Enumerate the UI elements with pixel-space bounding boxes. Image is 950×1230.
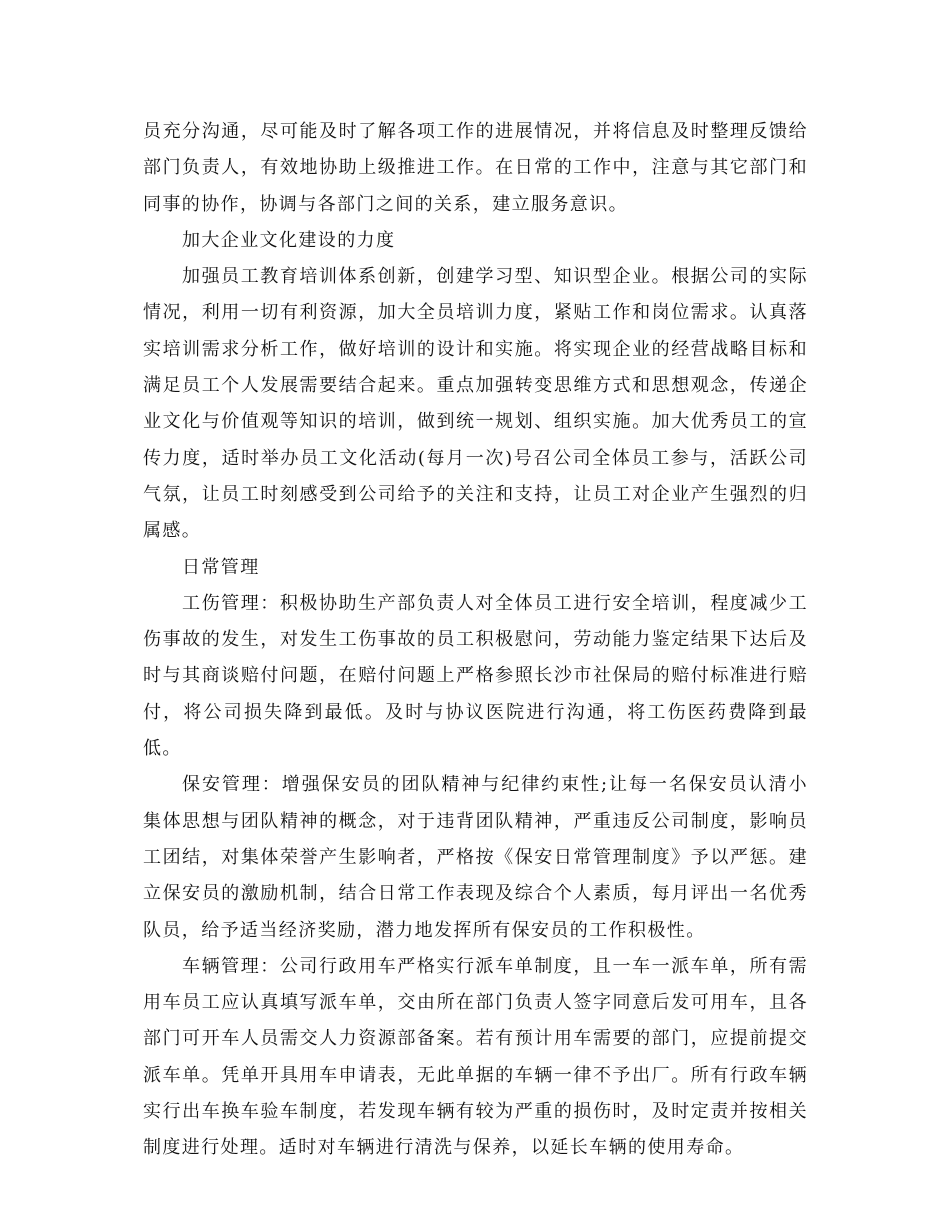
section-heading-daily-management: 日常管理 [182,556,260,578]
paragraph-continuation: 员充分沟通，尽可能及时了解各项工作的进展情况，并将信息及时整理反馈给部门负责人，有效地协助上级推进工作。在日常的工作中，注意与其它部门和同事的协作，协调与各部门之间的关系，建立服务意识。 [143,121,808,215]
paragraph-vehicle-management: 车辆管理：公司行政用车严格实行派车单制度，且一车一派车单，所有需用车员工应认真填写派车单，交由所在部门负责人签字同意后发可用车，且各部门可开车人员需交人力资源部备案。若有预计用车需要的部门，应提前提交派车单。凭单开具用车申请表，无此单据的车辆一律不予出厂。所有行政车辆实行出车换车验车制度，若发现车辆有较为严重的损伤时，及时定责并按相关制度进行处理。适时对车辆进行清洗与保养，以延长车辆的使用寿命。 [143,955,808,1159]
paragraph-work-injury-management: 工伤管理：积极协助生产部负责人对全体员工进行安全培训，程度减少工伤事故的发生，对发生工伤事故的员工积极慰问，劳动能力鉴定结果下达后及时与其商谈赔付问题，在赔付问题上严格参照长沙市社保局的赔付标准进行赔付，将公司损失降到最低。及时与协议医院进行沟通，将工伤医药费降到最低。 [143,592,808,760]
document-body [143,114,808,1167]
section-heading-corporate-culture: 加大企业文化建设的力度 [182,229,396,251]
paragraph-staff-training: 加强员工教育培训体系创新，创建学习型、知识型企业。根据公司的实际情况，利用一切有利资源，加大全员培训力度，紧贴工作和岗位需求。认真落实培训需求分析工作，做好培训的设计和实施。将实现企业的经营战略目标和满足员工个人发展需要结合起来。重点加强转变思维方式和思想观念，传递企业文化与价值观等知识的培训，做到统一规划、组织实施。加大优秀员工的宣传力度，适时举办员工文化活动(每月一次)号召公司全体员工参与，活跃公司气氛，让员工时刻感受到公司给予的关注和支持，让员工对企业产生强烈的归属感。 [143,266,808,542]
paragraph-security-management: 保安管理：增强保安员的团队精神与纪律约束性;让每一名保安员认清小集体思想与团队精神的概念，对于违背团队精神，严重违反公司制度，影响员工团结，对集体荣誉产生影响者，严格按《保安日常管理制度》予以严惩。建立保安员的激励机制，结合日常工作表现及综合个人素质，每月评出一名优秀队员，给予适当经济奖励，潜力地发挥所有保安员的工作积极性。 [143,774,808,941]
